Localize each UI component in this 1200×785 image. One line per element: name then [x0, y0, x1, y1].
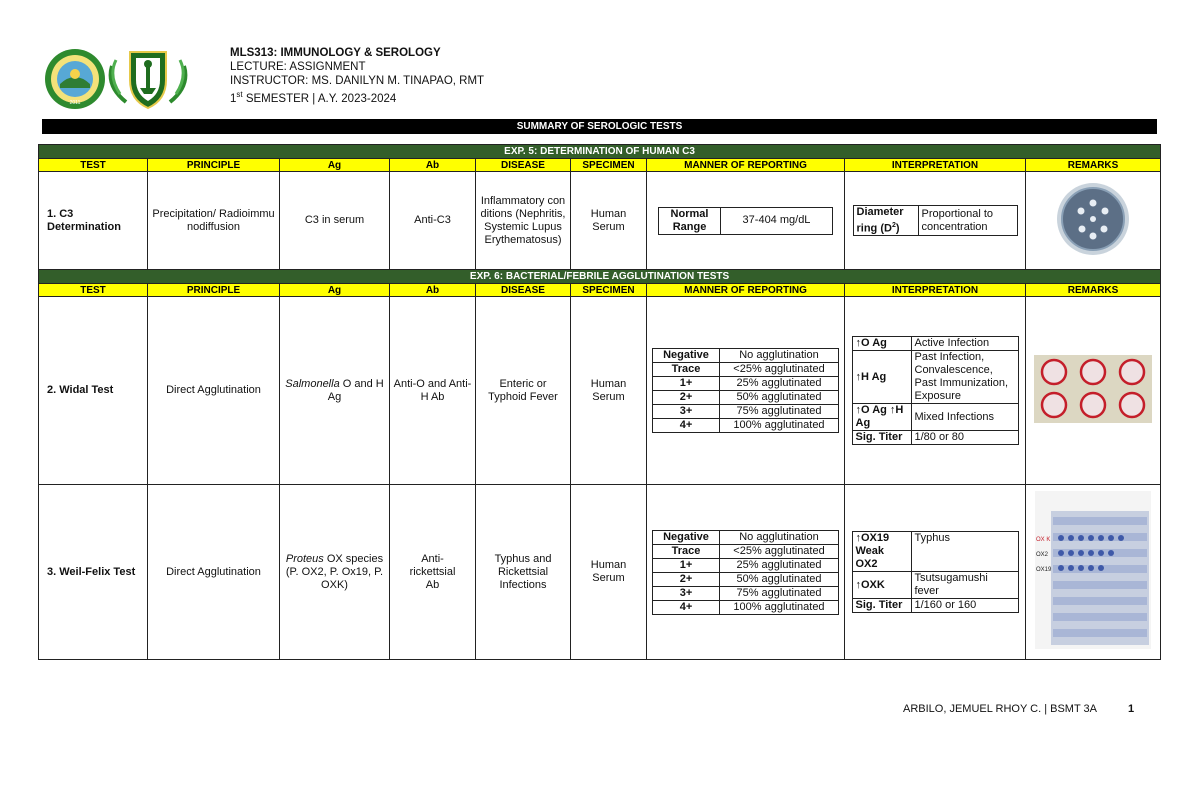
plate-label-ox19: OX19	[1036, 567, 1052, 573]
weilfelix-ag-rest: OX species (P. OX2, P. Ox19, P. OXK)	[285, 552, 384, 591]
col-interpretation-2: INTERPRETATION	[845, 284, 1026, 297]
footer-author: ARBILO, JEMUEL RHOY C. | BSMT 3A	[903, 703, 1097, 715]
c3-principle: Precipitation/ Radioimmunodiffusion	[148, 172, 280, 270]
weilfelix-row	[39, 485, 1161, 660]
semester-sup: st	[236, 90, 243, 99]
weilfelix-interpretation	[845, 485, 1026, 660]
widal-principle: Direct Agglutination	[148, 297, 280, 485]
normal-range-value: 37-404 mg/dL	[721, 207, 833, 234]
col-test: TEST	[39, 159, 148, 172]
col-ab: Ab	[390, 159, 476, 172]
weilfelix-grading-table	[652, 530, 839, 615]
col-reporting: MANNER OF REPORTING	[647, 159, 845, 172]
interp-value: Tsutsugamushi fever	[911, 572, 1018, 599]
col-ag: Ag	[280, 159, 390, 172]
diameter-key-suffix: )	[895, 222, 900, 235]
col-specimen: SPECIMEN	[571, 159, 647, 172]
c3-interpretation	[845, 172, 1026, 270]
serologic-summary-table	[38, 144, 1161, 660]
instructor-line: INSTRUCTOR: MS. DANILYN M. TINAPAO, RMT	[230, 75, 485, 87]
c3-reporting	[647, 172, 845, 270]
interp-key: ↑O Ag ↑H Ag	[852, 404, 911, 431]
col-principle: PRINCIPLE	[148, 159, 280, 172]
col-remarks-2: REMARKS	[1026, 284, 1161, 297]
grade-key: 3+	[653, 405, 720, 419]
semester-line	[230, 88, 484, 106]
weilfelix-ag-genus: Proteus	[285, 552, 324, 565]
grade-key: Negative	[653, 349, 720, 363]
interp-key: ↑H Ag	[852, 351, 911, 404]
normal-range-key: Normal Range	[659, 207, 721, 234]
interp-value: Active Infection	[911, 337, 1018, 351]
semester-rest: SEMESTER | A.Y. 2023-2024	[242, 92, 397, 105]
page-number: 1	[1128, 703, 1135, 715]
plate-label-oxk: OX K	[1036, 537, 1051, 543]
widal-row	[39, 297, 1161, 485]
grade-key: 1+	[653, 558, 720, 572]
weilfelix-remarks	[1026, 485, 1161, 660]
interp-value: 1/160 or 160	[911, 599, 1018, 613]
interp-value: 1/80 or 80	[911, 431, 1018, 445]
c3-ab: Anti-C3	[390, 172, 476, 270]
col-principle-2: PRINCIPLE	[148, 284, 280, 297]
grade-value: 25% agglutinated	[720, 558, 839, 572]
weil-felix-plate-image	[1035, 491, 1151, 649]
col-disease-2: DISEASE	[476, 284, 571, 297]
weilfelix-test: 3. Weil-Felix Test	[39, 485, 148, 660]
weilfelix-specimen: Human Serum	[571, 485, 647, 660]
column-header-row	[39, 159, 1161, 172]
radial-immunodiffusion-plate-image	[1055, 181, 1131, 257]
course-header	[230, 46, 484, 106]
widal-ag-rest: O and H Ag	[327, 377, 384, 403]
widal-interpretation	[845, 297, 1026, 485]
widal-remarks	[1026, 297, 1161, 485]
grade-value: 75% agglutinated	[720, 586, 839, 600]
diameter-key-prefix: Diameter ring (D	[856, 205, 904, 235]
widal-disease: Enteric or Typhoid Fever	[476, 297, 571, 485]
grade-value: No agglutination	[720, 530, 839, 544]
course-title: MLS313: IMMUNOLOGY & SEROLOGY	[230, 47, 441, 59]
lecture-line: LECTURE: ASSIGNMENT	[230, 61, 366, 73]
weilfelix-principle: Direct Agglutination	[148, 485, 280, 660]
diameter-key-sup: 2	[891, 221, 896, 229]
weilfelix-ab: Anti-rickettsial Ab	[390, 485, 476, 660]
col-ab-2: Ab	[390, 284, 476, 297]
interp-value: Typhus	[911, 532, 1018, 572]
weilfelix-disease: Typhus and Rickettsial Infections	[476, 485, 571, 660]
grade-key: 4+	[653, 600, 720, 614]
university-seal-logo	[44, 48, 106, 110]
exp6-title-row	[39, 270, 1161, 284]
grade-key: Trace	[653, 363, 720, 377]
widal-slide-image	[1034, 355, 1152, 423]
col-ag-2: Ag	[280, 284, 390, 297]
grade-value: <25% agglutinated	[720, 363, 839, 377]
c3-interpretation-table	[853, 205, 1018, 237]
grade-value: 100% agglutinated	[720, 600, 839, 614]
widal-ag	[280, 297, 390, 485]
grade-key: Trace	[653, 544, 720, 558]
widal-ab: Anti-O and Anti-H Ab	[390, 297, 476, 485]
grade-value: 75% agglutinated	[720, 405, 839, 419]
col-test-2: TEST	[39, 284, 148, 297]
grade-key: Negative	[653, 530, 720, 544]
col-remarks: REMARKS	[1026, 159, 1161, 172]
widal-reporting	[647, 297, 845, 485]
interp-key: ↑OX19 Weak OX2	[852, 532, 911, 572]
diameter-ring-value: Proportional to concentration	[918, 205, 1017, 236]
grade-value: 25% agglutinated	[720, 377, 839, 391]
exp6-title: EXP. 6: BACTERIAL/FEBRILE AGGLUTINATION TESTS	[39, 270, 1161, 284]
c3-ag: C3 in serum	[280, 172, 390, 270]
grade-value: 50% agglutinated	[720, 572, 839, 586]
exp5-title: EXP. 5: DETERMINATION OF HUMAN C3	[39, 145, 1161, 159]
grade-key: 2+	[653, 391, 720, 405]
col-specimen-2: SPECIMEN	[571, 284, 647, 297]
grade-key: 1+	[653, 377, 720, 391]
weilfelix-interpretation-table	[852, 531, 1019, 613]
department-shield-logo	[106, 46, 190, 110]
semester-prefix: 1	[230, 92, 237, 105]
column-header-row-2	[39, 284, 1161, 297]
interp-key: Sig. Titer	[852, 599, 911, 613]
c3-disease: Inflammatory conditions (Nephritis, Systemic Lupus Erythematosus)	[476, 172, 571, 270]
summary-banner: SUMMARY OF SEROLOGIC TESTS	[42, 119, 1157, 134]
widal-interpretation-table	[852, 336, 1019, 445]
grade-value: No agglutination	[720, 349, 839, 363]
grade-key: 2+	[653, 572, 720, 586]
col-disease: DISEASE	[476, 159, 571, 172]
diameter-ring-key	[853, 205, 918, 236]
col-interpretation: INTERPRETATION	[845, 159, 1026, 172]
interp-key: ↑OXK	[852, 572, 911, 599]
grade-key: 4+	[653, 419, 720, 433]
c3-test: 1. C3 Determination	[39, 172, 148, 270]
c3-specimen: Human Serum	[571, 172, 647, 270]
widal-ag-genus: Salmonella	[285, 377, 340, 390]
weilfelix-ag	[280, 485, 390, 660]
col-reporting-2: MANNER OF REPORTING	[647, 284, 845, 297]
interp-key: Sig. Titer	[852, 431, 911, 445]
interp-value: Past Infection, Convalescence, Past Immunization, Exposure	[911, 351, 1018, 404]
interp-value: Mixed Infections	[911, 404, 1018, 431]
grade-value: 100% agglutinated	[720, 419, 839, 433]
widal-test: 2. Widal Test	[39, 297, 148, 485]
exp5-title-row	[39, 145, 1161, 159]
interp-key: ↑O Ag	[852, 337, 911, 351]
grade-value: <25% agglutinated	[720, 544, 839, 558]
widal-specimen: Human Serum	[571, 297, 647, 485]
grade-key: 3+	[653, 586, 720, 600]
seal-year: 2011	[69, 100, 81, 106]
widal-grading-table	[652, 348, 839, 433]
grade-value: 50% agglutinated	[720, 391, 839, 405]
c3-row	[39, 172, 1161, 270]
plate-label-ox2: OX2	[1036, 552, 1049, 558]
weilfelix-reporting	[647, 485, 845, 660]
c3-reporting-table	[658, 207, 833, 235]
c3-remarks	[1026, 172, 1161, 270]
